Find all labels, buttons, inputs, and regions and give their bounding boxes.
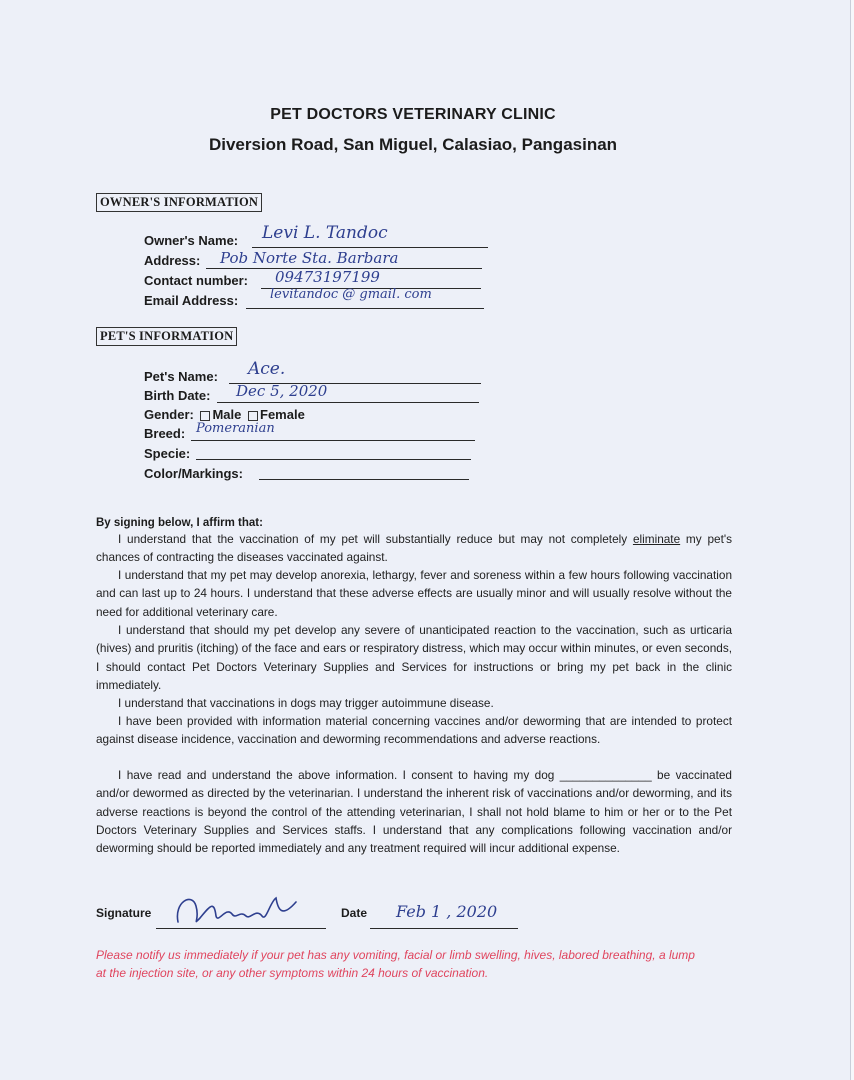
pet-breed-row bbox=[144, 426, 185, 441]
notice-text: Please notify us immediately if your pet has any vomiting, facial or limb swelling, hives, labored breathing, a lump at the injection site, or any other symptoms within 24 hours of vaccination. bbox=[96, 948, 695, 980]
owner-address-label: Address: bbox=[144, 253, 201, 268]
signature-scribble bbox=[170, 892, 310, 932]
consent-heading: By signing below, I affirm that: bbox=[96, 517, 263, 529]
dog-name-blank[interactable]: ______________ bbox=[559, 768, 652, 782]
pet-specie-line bbox=[196, 441, 471, 460]
owner-address-value: Pob Norte Sta. Barbara bbox=[220, 249, 399, 267]
pet-gender-label: Gender: bbox=[144, 407, 194, 422]
date-label: Date bbox=[341, 906, 368, 920]
pet-color-row bbox=[144, 466, 243, 481]
pet-color-line bbox=[259, 461, 469, 480]
pet-birth-label: Birth Date: bbox=[144, 388, 211, 403]
owner-name-value: Levi L. Tandoc bbox=[262, 223, 388, 243]
consent-paragraph-6 bbox=[96, 766, 732, 857]
consent-p6-text-end: be vaccinated and/or dewormed as directed by the veterinarian. I understand the inherent risk of vaccinations and/or deworming, and its adverse reactions is beyond the control of the attending veterinarian, I shall not hold blame to him or her or to the Pet Doctors Veterinary Supplies and Services staffs. I understand that any complications following vaccination and/or deworming should be reported immediately and any treatment required will incur additional expense. bbox=[96, 768, 732, 856]
page-edge bbox=[850, 0, 854, 1080]
date-value: Feb 1 , 2020 bbox=[396, 902, 498, 921]
pet-breed-value: Pomeranian bbox=[196, 421, 275, 436]
male-option-label: Male bbox=[212, 407, 242, 422]
consent-p2-text: I understand that my pet may develop anorexia, lethargy, fever and soreness within a few hours following vaccination and can last up to 24 hours. I understand that these adverse effects are usually minor and will usually resolve without the need for additional veterinary care. bbox=[96, 568, 732, 619]
pet-gender-row bbox=[144, 407, 305, 422]
pet-name-value: Ace. bbox=[248, 359, 286, 379]
consent-p1-underlined: eliminate bbox=[632, 532, 681, 546]
pet-color-label: Color/Markings: bbox=[144, 466, 243, 481]
pet-birth-value: Dec 5, 2020 bbox=[236, 382, 328, 400]
owner-name-row bbox=[144, 233, 238, 248]
date-row bbox=[341, 906, 367, 920]
signature-label: Signature bbox=[96, 906, 152, 920]
consent-p4-text: I understand that vaccinations in dogs may trigger autoimmune disease. bbox=[118, 696, 494, 710]
pet-name-row bbox=[144, 369, 218, 384]
owner-email-value: levitandoc @ gmail. com bbox=[270, 287, 432, 302]
consent-p1-text: I understand that the vaccination of my pet will substantially reduce but may not completely bbox=[118, 532, 633, 546]
consent-p6-text: I have read and understand the above information. I consent to having my dog bbox=[118, 768, 560, 782]
clinic-name: PET DOCTORS VETERINARY CLINIC bbox=[270, 106, 556, 123]
consent-paragraph-3 bbox=[96, 621, 732, 694]
consent-paragraph-4 bbox=[96, 694, 732, 712]
pet-birth-row bbox=[144, 388, 210, 403]
consent-p1-text-end: my pet's chances of contracting the diseases vaccinated against. bbox=[96, 532, 732, 565]
owner-section-heading: OWNER'S INFORMATION bbox=[96, 193, 262, 212]
clinic-address: Diversion Road, San Miguel, Calasiao, Pangasinan bbox=[208, 135, 618, 154]
female-option-label: Female bbox=[260, 407, 305, 422]
pet-specie-label: Specie: bbox=[144, 446, 191, 461]
pet-section-heading: PET'S INFORMATION bbox=[96, 327, 237, 346]
male-checkbox[interactable] bbox=[200, 411, 210, 421]
owner-name-label: Owner's Name: bbox=[144, 233, 239, 248]
owner-contact-label: Contact number: bbox=[144, 273, 248, 288]
consent-p3-text: I understand that should my pet develop any severe of unanticipated reaction to the vaccination, such as urticaria (hives) and pruritis (itching) of the face and ears or respiratory distress, which may occur within minutes, or even seconds, I should contact Pet Doctors Veterinary Supplies and Services for instructions or bring my pet back in the clinic immediately. bbox=[96, 623, 732, 692]
signature-row bbox=[96, 906, 151, 920]
consent-p5-text: I have been provided with information material concerning vaccines and/or deworming that are intended to protect against disease incidence, vaccination and deworming recommendations and adverse reactions. bbox=[96, 714, 732, 747]
owner-email-label: Email Address: bbox=[144, 293, 239, 308]
female-checkbox[interactable] bbox=[248, 411, 258, 421]
consent-paragraph-1 bbox=[96, 530, 732, 567]
pet-specie-row bbox=[144, 446, 190, 461]
owner-email-row bbox=[144, 293, 238, 308]
pet-breed-label: Breed: bbox=[144, 426, 186, 441]
owner-address-row bbox=[144, 253, 200, 268]
pet-name-label: Pet's Name: bbox=[144, 369, 218, 384]
consent-paragraph-5 bbox=[96, 712, 732, 749]
consent-paragraph-2 bbox=[96, 566, 732, 621]
owner-contact-row bbox=[144, 273, 248, 288]
owner-contact-value: 09473197199 bbox=[275, 268, 380, 286]
